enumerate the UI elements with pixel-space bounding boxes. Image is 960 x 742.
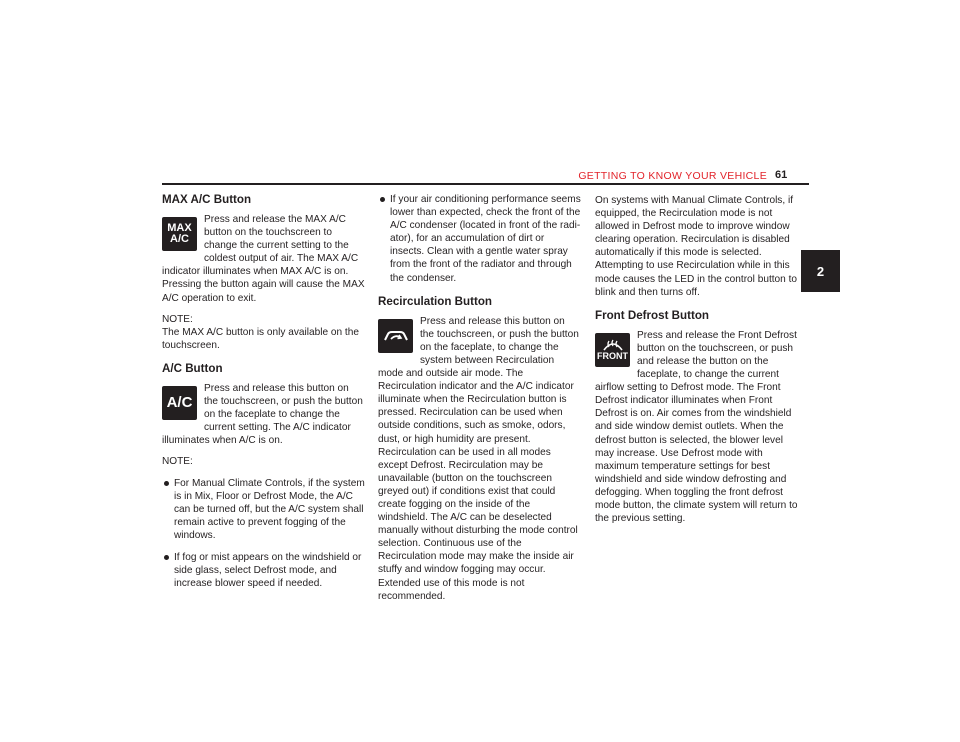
page-number: 61 (775, 169, 788, 181)
list-item: For Manual Climate Controls, if the system is in Mix, Floor or Defrost Mode, the A/C can be turned off, but the A/C system shall remain active to prevent fogging of the windows. (162, 477, 365, 542)
max-ac-body: Press and release the MAX A/C button on the touchscreen to change the current setting to the coldest output of air. The MAX A/C indicator illuminates when MAX A/C is on. Pressing the button again will cause the MAX A/C operation to exit. (162, 214, 365, 304)
recirculation-icon (378, 319, 413, 353)
front-defrost-icon (595, 333, 630, 367)
ac-heading: A/C Button (162, 361, 223, 375)
ac-icon-text: A/C (166, 394, 193, 412)
column-3 (595, 194, 798, 533)
front-defrost-heading: Front Defrost Button (595, 308, 709, 322)
max-ac-note-label: NOTE: (162, 313, 193, 325)
max-ac-note-text: The MAX A/C button is only available on the touchscreen. (162, 326, 359, 351)
list-item: If fog or mist appears on the windshield or side glass, select Defrost mode, and increase blower speed if needed. (162, 551, 365, 590)
defrost-waves-icon (601, 339, 625, 352)
max-ac-icon-line1: MAX (167, 222, 192, 234)
ac-note-list-continued (378, 193, 581, 285)
column-1 (162, 193, 365, 599)
ac-icon (162, 386, 197, 420)
recirculation-heading: Recirculation Button (378, 294, 493, 308)
list-item: If your air conditioning performance seems lower than expected, check the front of the A/C condenser (located in front of the radi-ator), for an accumulation of dirt or insects. Clean with a gentle water spray from the front of the radiator and through the condenser. (378, 193, 581, 285)
car-recirculation-icon (383, 327, 409, 345)
max-ac-icon (162, 217, 197, 251)
ac-note-list (162, 477, 365, 591)
ac-note-label: NOTE: (162, 456, 193, 468)
chapter-tab: 2 (801, 250, 840, 292)
recirculation-body: Press and release this button on the touchscreen, or push the button on the faceplate, to change the system between Recirculation mode and outside air mode. The Recirculation indicator and the A/C indicator illuminate when the Recirculation button is pressed. Recirculation can be used when outside conditions, such as smoke, odors, dust, or high humidity are present. Recirculation can be used in all modes except Defrost. Recirculation may be unavailable (button on the touchscreen greyed out) if conditions exist that could create fogging on the inside of the windshield. The A/C can be deselected manually without disturbing the mode control selection. Continuous use of the Recirculation mode may make the inside air stuffy and window fogging may occur. Extended use of this mode is not recommended. (378, 315, 579, 602)
ac-body: Press and release this button on the touchscreen, or push the button on the faceplate to change the current setting. The A/C indicator illuminates when A/C is on. (162, 382, 363, 447)
column-2 (378, 193, 581, 611)
front-defrost-body: Press and release the Front Defrost button on the touchscreen, or push and release the button on the faceplate, to change the current airflow setting to Defrost mode. The Front Defrost indicator illuminates when Front Defrost is on. Air comes from the windshield and side window demist outlets. When the defrost button is selected, the blower level may increase. Use Defrost mode with maximum temperature settings for best windshield and side window defrosting and defogging. When toggling the front defrost mode button, the climate system will return to the previous setting. (595, 329, 798, 525)
max-ac-heading: MAX A/C Button (162, 193, 252, 206)
running-header: GETTING TO KNOW YOUR VEHICLE (578, 170, 767, 182)
recirculation-manual-text: On systems with Manual Climate Controls, if equipped, the Recirculation mode is not allowed in Defrost mode to improve window clearing operation. Recirculation is disabled automatically if this mode is selected. Attempting to use Recirculation while in this mode causes the LED in the control button to blink and then turns off. (595, 195, 797, 298)
front-defrost-icon-text: FRONT (597, 350, 628, 361)
header-rule (162, 183, 809, 185)
max-ac-icon-line2: A/C (170, 233, 189, 245)
